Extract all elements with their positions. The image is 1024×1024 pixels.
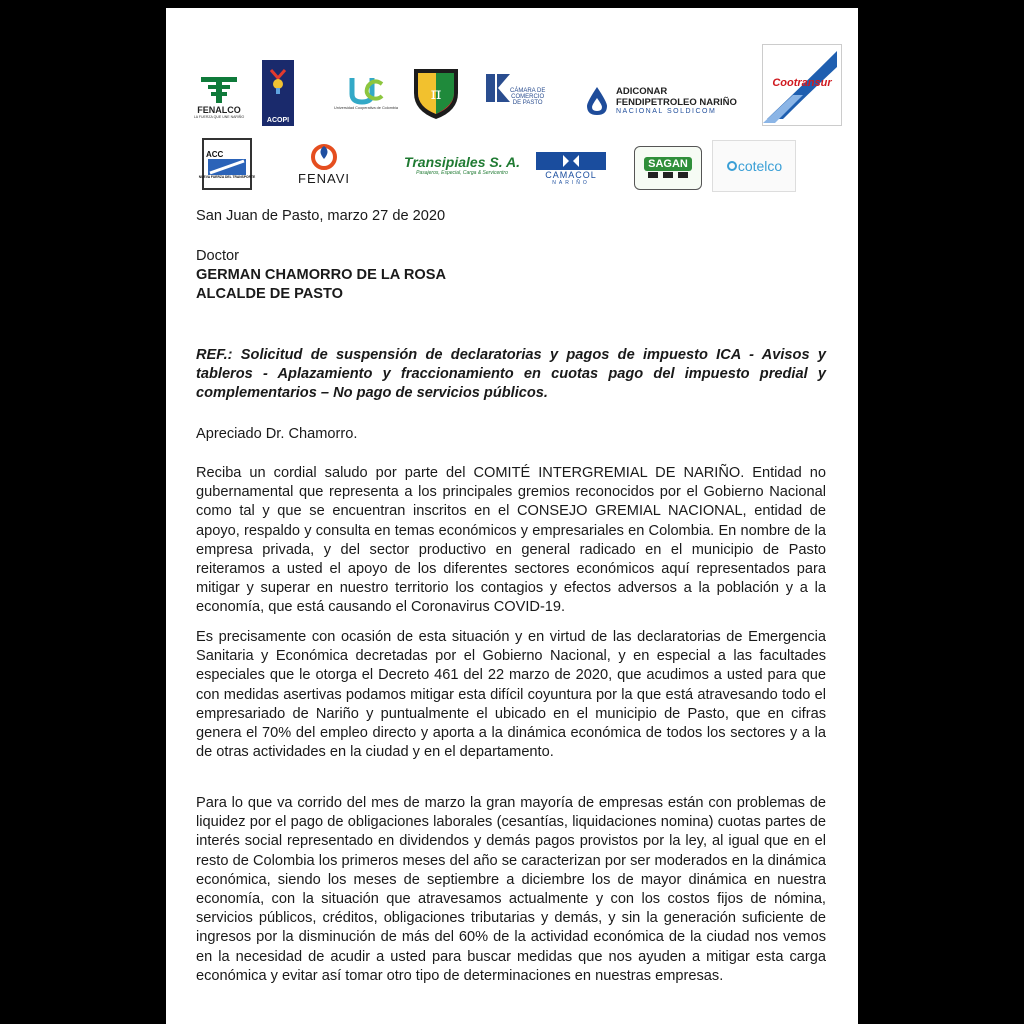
camara-line3: DE PASTO — [512, 100, 543, 106]
acc-logo — [198, 138, 256, 190]
ucc-logo — [336, 66, 396, 118]
acopi-name: ACOPI — [266, 117, 290, 124]
university-shield-logo — [410, 64, 462, 122]
fenalco-emblem-icon — [200, 75, 238, 105]
recipient-name: GERMAN CHAMORRO DE LA ROSA — [196, 267, 446, 283]
paragraph-2: Es precisamente con ocasión de esta situación y en virtud de las declaratorias de Emergencia Sanitaria y Económica decretadas por el Gobierno Nacional, y en especial a las facultades especiales que le otorga el Decreto 461 del 22 marzo de 2020, que acudimos a usted para que con medidas asertivas podamos mitigar esta difícil coyuntura por la que está atravesando todo el empresariado de Nariño y puntualmente el ubicado en el municipio de Pasto, que en cifras genera el 70% del empleo directo y aporta a la dinámica económica de todos los sectores y a la de otras actividades en la ciudad y en el departamento. — [196, 629, 826, 761]
acc-tagline: NUEVA FUERZA DEL TRANSPORTE — [198, 174, 256, 179]
transipiales-logo — [392, 148, 532, 182]
adiconar-logo — [586, 82, 754, 124]
cotelco-name: cotelco — [737, 158, 783, 174]
reference-line: REF.: Solicitud de suspensión de declaratorias y pagos de impuesto ICA - Avisos y tableros - Aplazamiento y fraccionamiento en cuotas pago del impuesto predial y complementarios – No pago de servicios públicos. — [196, 347, 826, 402]
camacol-emblem-icon — [536, 152, 606, 170]
shield-icon — [411, 65, 461, 121]
letter-page — [166, 8, 858, 1024]
cattle-icon — [646, 171, 690, 179]
camara-comercio-logo — [482, 68, 562, 120]
camara-line2: COMERCIO — [511, 94, 545, 100]
camacol-logo — [536, 148, 606, 190]
adiconar-line1: ADICONAR — [616, 86, 668, 97]
camacol-name: CAMACOL — [545, 170, 597, 180]
camara-emblem-icon — [484, 72, 512, 104]
salutation-title: Doctor — [196, 248, 239, 264]
acopi-logo — [262, 60, 294, 126]
fenavi-emblem-icon — [309, 141, 339, 171]
sagan-logo — [634, 146, 702, 190]
fenalco-logo — [193, 66, 245, 128]
fenalco-name: FENALCO — [197, 105, 241, 115]
greeting: Apreciado Dr. Chamorro. — [196, 426, 358, 442]
transipiales-tagline: Pasajeros, Especial, Carga & Servicentro — [416, 170, 508, 176]
fenavi-logo — [294, 134, 354, 192]
cotelco-emblem-icon — [726, 160, 738, 172]
cootransur-name: Cootransur — [772, 77, 832, 89]
adiconar-line3: NACIONAL SOLDICOM — [616, 108, 717, 115]
fenavi-name: FENAVI — [298, 170, 350, 186]
sagan-name: SAGAN — [644, 157, 692, 171]
paragraph-3: Para lo que va corrido del mes de marzo la gran mayoría de empresas están con problemas de liquidez por el pago de obligaciones laborales (cesantías, liquidaciones nomina) cuotas partes de interés social representado en dividendos y demás pagos provistos por la ley, al igual que en el resto de Colombia los primeros meses del año se caracterizan por ser moderados en la dinámica económica, siendo los meses de septiembre a diciembre los de mayor dinámica en nuestra economía, con la situación que atravesamos actualmente y con los costos fijos de nómina, servicios públicos, créditos, obligaciones tributarias y demás, y sin la generación suficiente de ingresos por la disminución de más del 60% de la actividad económica de la ciudad nos vemos en la necesidad de acudir a usted para buscar medidas que nos ayuden a mitigar esta carga económica y evitar así tomar otro tipo de determinaciones en nuestras empresas. — [196, 795, 826, 984]
camara-line1: CÁMARA DE — [510, 88, 546, 94]
cootransur-logo — [762, 44, 842, 126]
cotelco-logo — [712, 140, 796, 192]
fenalco-tagline: LA FUERZA QUE UNE NARIÑO — [193, 115, 245, 119]
acc-emblem-icon — [208, 159, 246, 175]
recipient-role: ALCALDE DE PASTO — [196, 286, 344, 302]
adiconar-line2: FENDIPETROLEO NARIÑO — [616, 97, 737, 108]
svg-text:π: π — [430, 84, 442, 103]
acopi-emblem-icon — [267, 66, 289, 96]
acc-name: ACC — [206, 149, 224, 159]
camacol-sub: NARIÑO — [552, 180, 590, 186]
ucc-caption: Universidad Cooperativa de Colombia — [334, 106, 398, 110]
ucc-emblem-icon — [346, 74, 386, 106]
transipiales-name: Transipiales S. A. — [404, 154, 520, 170]
paragraph-1: Reciba un cordial saludo por parte del COMITÉ INTERGREMIAL DE NARIÑO. Entidad no gubernamental que representa a los principales gremios reconocidos por el Gobierno Nacional como tal y que se encuentran inscritos en el CONSEJO GREMIAL NACIONAL, entidad de apoyo, respaldo y consulta en temas económicos y empresariales en Colombia. En nombre de la empresa privada, y del sector productivo en general radicado en el municipio de Pasto reiteramos a usted el apoyo de los diferentes sectores económicos aquí representados para mitigar y superar en nuestro territorio los contagios y efectos adversos a la población y a la economía, que está causando el Coronavirus COVID-19. — [196, 465, 826, 616]
drop-icon — [586, 86, 608, 116]
place-date: San Juan de Pasto, marzo 27 de 2020 — [196, 208, 446, 224]
